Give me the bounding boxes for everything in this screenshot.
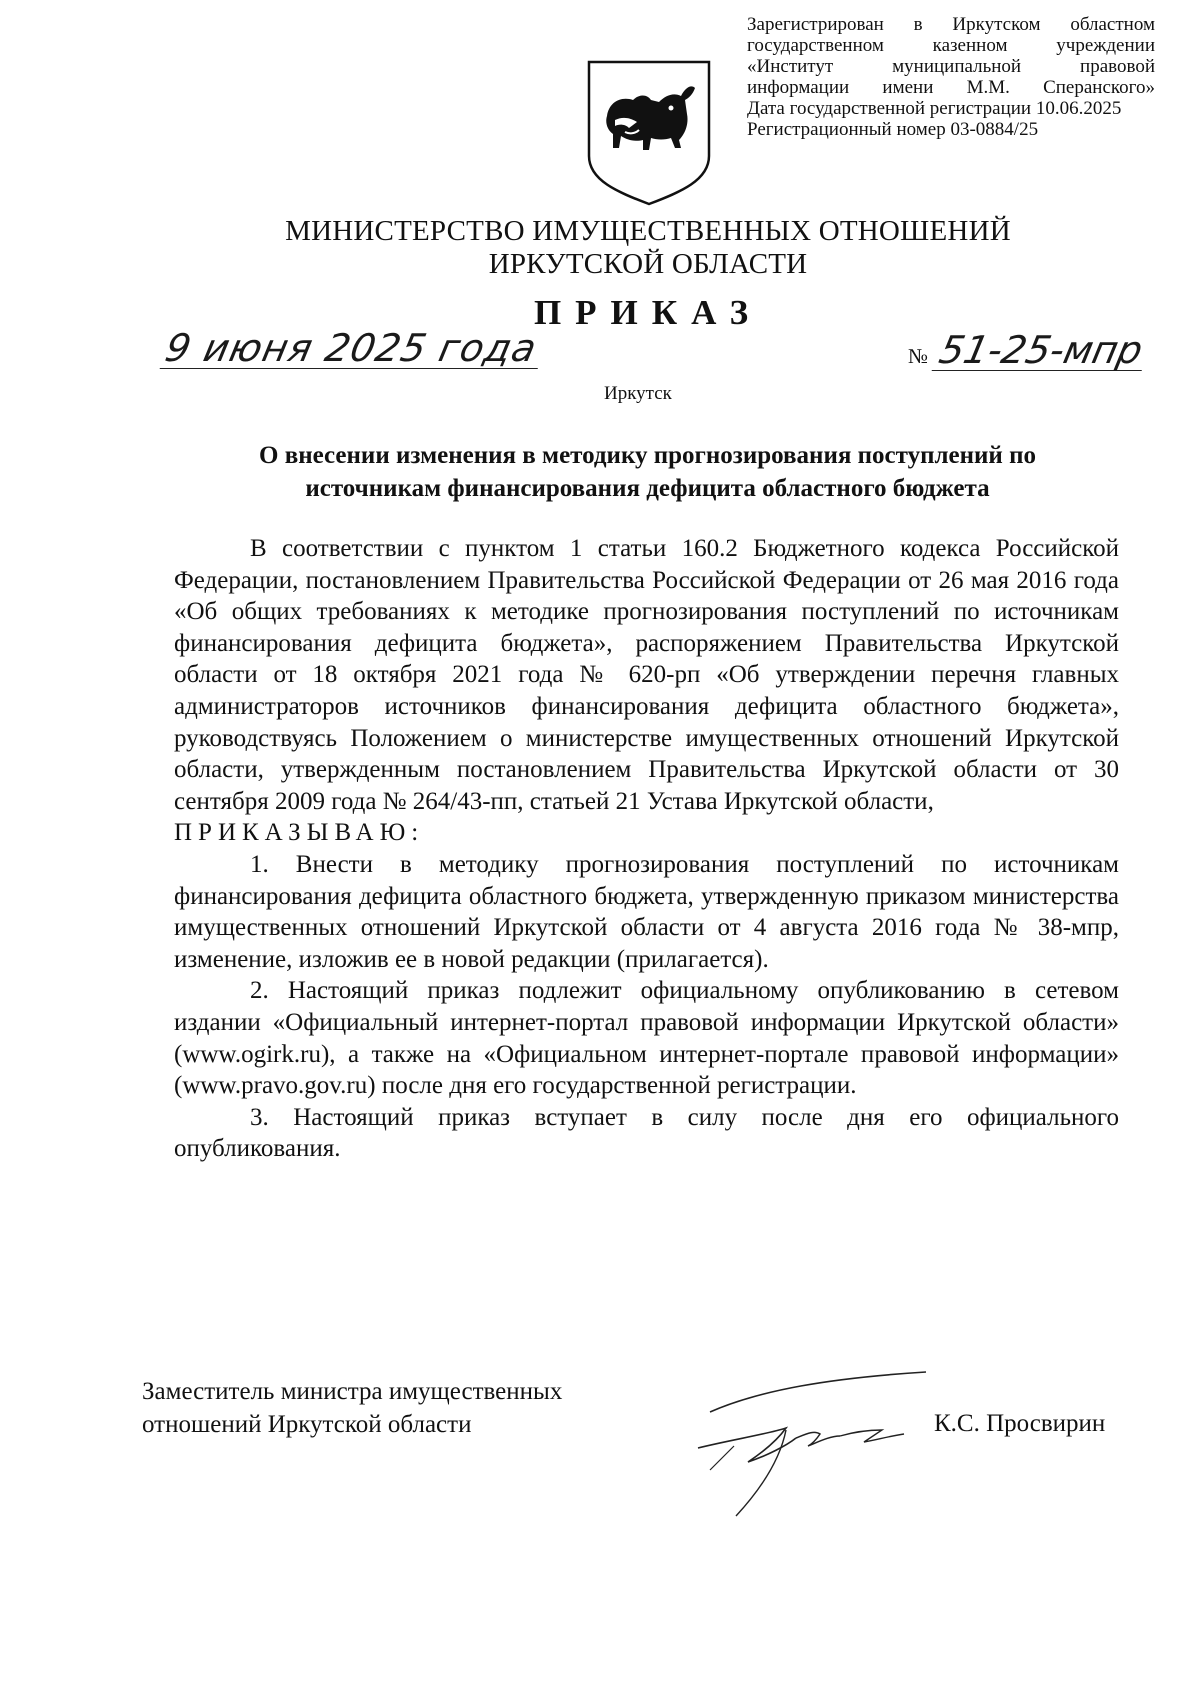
signatory-title [142,1375,562,1441]
order-item-1: 1. Внести в методику прогнозирования поступлений по источникам финансирования дефицита областного бюджета, утвержденную приказом министерства имущественных отношений Иркутской области от 4 августа 2016 года № 38-мпр, изменение, изложив ее в новой редакции (прилагается). [174,850,1119,973]
registration-date: Дата государственной регистрации 10.06.2025 [747,98,1122,119]
registration-line-4: информации имени М.М. Сперанского» [747,77,1155,98]
ministry-name-line-2: ИРКУТСКОЙ ОБЛАСТИ [488,248,808,280]
handwritten-signature [690,1350,940,1520]
signatory-title-line-2: отношений Иркутской области [142,1411,472,1438]
number-sign-label: № [908,344,929,368]
registration-line-1: Зарегистрирован в Иркутском областном [747,14,1155,35]
order-item-3: 3. Настоящий приказ вступает в силу после дня его официального опубликования. [174,1103,1119,1163]
registration-stamp [747,14,1155,140]
signatory-title-line-1: Заместитель министра имущественных [142,1378,563,1405]
order-body [174,533,1119,1165]
order-number-handwritten: 51-25-мпр [932,330,1150,371]
order-subject-heading [180,439,1115,505]
coat-of-arms-icon [585,58,713,206]
document-type-title: ПРИКАЗ [533,293,763,332]
registration-number: Регистрационный номер 03-0884/25 [747,119,1039,140]
order-word: ПРИКАЗЫВАЮ: [174,819,425,847]
subject-line-2: источникам финансирования дефицита областного бюджета [305,475,990,502]
registration-line-3: «Институт муниципальной правовой [747,56,1155,77]
order-date-handwritten: 9 июня 2025 года [160,328,547,369]
registration-line-2: государственном казенном учреждении [747,35,1155,56]
subject-line-1: О внесении изменения в методику прогнозирования поступлений по [259,442,1036,469]
preamble-paragraph: В соответствии с пунктом 1 статьи 160.2 Бюджетного кодекса Российской Федерации, постановлением Правительства Российской Федерации от 26 мая 2016 года «Об общих требованиях к методике прогнозирования поступлений по источникам финансирования дефицита бюджета», распоряжением Правительства Иркутской области от 18 октября 2021 года № 620-рп «Об утверждении перечня главных администраторов источников финансирования дефицита областного бюджета», руководствуясь Положением о министерстве имущественных отношений Иркутской области, утвержденным постановлением Правительства Иркутской области от 30 сентября 2009 года № 264/43-пп, статьей 21 Устава Иркутской области, [174,535,1119,815]
order-number [908,330,1146,371]
city-name: Иркутск [604,383,672,404]
signatory-name: К.С. Просвирин [934,1410,1106,1437]
order-item-2: 2. Настоящий приказ подлежит официальному опубликованию в сетевом издании «Официальный интернет-портал правовой информации Иркутской области» (www.ogirk.ru), а также на «Официальном интернет-портале правовой информации» (www.pravo.gov.ru) после дня его государственной регистрации. [174,977,1119,1100]
ministry-name-line-1: МИНИСТЕРСТВО ИМУЩЕСТВЕННЫХ ОТНОШЕНИЙ [285,215,1011,247]
